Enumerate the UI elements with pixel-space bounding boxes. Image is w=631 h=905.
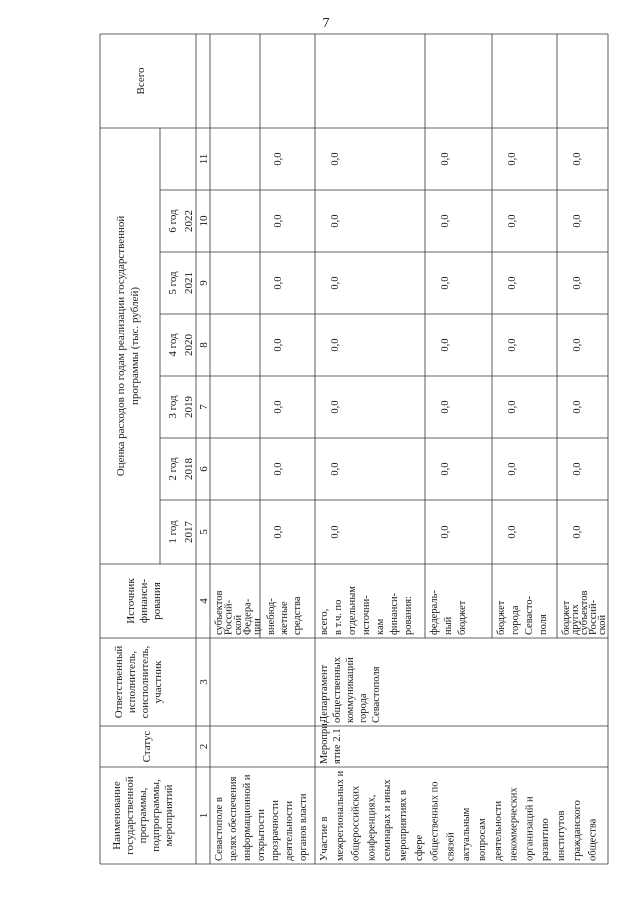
column-number: 2 xyxy=(198,743,210,750)
amount-value: 0,0 xyxy=(330,214,341,228)
program-name-text: Севастополе в xyxy=(214,797,225,861)
program-name-text: общества xyxy=(587,818,599,861)
amount-value: 0,0 xyxy=(440,214,451,228)
funding-source-text: всего, xyxy=(319,608,330,635)
funding-source-text: других xyxy=(570,604,581,635)
header-name: государственной xyxy=(124,776,136,855)
status-text: ятие 2.1 xyxy=(332,728,343,764)
header-executor: участник xyxy=(152,660,164,704)
funding-source-text: Россий- xyxy=(223,599,235,635)
executor-text: Севастополя xyxy=(371,666,382,723)
amount-value: 0,0 xyxy=(572,400,583,414)
funding-source-text: федераль- xyxy=(429,590,440,635)
column-number: 3 xyxy=(198,679,210,685)
program-name-text: открытости xyxy=(256,809,267,861)
year-label: 5 год xyxy=(167,271,179,295)
year-label: 6 год xyxy=(167,209,179,233)
year-value: 2020 xyxy=(183,334,195,356)
amount-value: 0,0 xyxy=(507,462,518,476)
amount-value: 0,0 xyxy=(507,338,518,352)
column-number: 6 xyxy=(198,466,210,472)
funding-source-text: субъектов xyxy=(214,590,225,635)
amount-value: 0,0 xyxy=(440,462,451,476)
program-name-text: деятельности xyxy=(284,800,295,861)
executor-text: коммуникаций xyxy=(345,657,356,723)
program-name-text: институтов xyxy=(556,810,567,861)
amount-value: 0,0 xyxy=(507,525,518,539)
program-name-text: семинарах и иных xyxy=(382,779,394,861)
program-name-text: конференциях, xyxy=(366,794,378,861)
header-estimate: Оценка расходов по годам реализации государственной xyxy=(115,215,127,477)
amount-value: 0,0 xyxy=(330,462,341,476)
year-label: 1 год xyxy=(167,520,179,544)
funding-source-text: Россий- xyxy=(588,599,599,635)
header-source: Источник xyxy=(125,578,137,624)
amount-value: 0,0 xyxy=(330,338,341,352)
header-status: Статус xyxy=(141,730,153,763)
program-name-text: общественных по xyxy=(429,781,441,861)
amount-value: 0,0 xyxy=(440,152,451,166)
amount-value: 0,0 xyxy=(273,152,284,166)
funding-source-text: города xyxy=(510,605,521,635)
column-number: 9 xyxy=(198,280,210,286)
header-executor: исполнитель, xyxy=(126,650,138,714)
header-source: финанси- xyxy=(138,578,150,624)
header-source: рования xyxy=(151,582,163,620)
program-name-text: общероссийских xyxy=(350,785,362,861)
program-name-text: развитию xyxy=(540,818,552,861)
amount-value: 0,0 xyxy=(572,152,583,166)
year-label: 2 год xyxy=(167,457,179,481)
program-name-text: целях обеспечения xyxy=(228,776,239,861)
amount-value: 0,0 xyxy=(330,276,341,290)
funding-source-text: бюджет xyxy=(457,600,468,635)
funding-source-text: Севасто- xyxy=(524,595,535,635)
funding-source-text: поля xyxy=(538,614,549,635)
header-name: Наименование xyxy=(111,781,123,850)
year-value: 2019 xyxy=(183,396,195,418)
column-number: 5 xyxy=(198,529,210,535)
header-name: программы, xyxy=(137,787,149,844)
program-name-text: связей xyxy=(445,832,457,861)
program-name-text: актуальным xyxy=(461,807,473,861)
amount-value: 0,0 xyxy=(440,338,451,352)
program-name-text: информационной и xyxy=(242,774,253,861)
program-name-text: организаций и xyxy=(524,796,536,861)
amount-value: 0,0 xyxy=(273,214,284,228)
funding-source-text: Федера- xyxy=(242,598,254,635)
header-executor: соисполнитель, xyxy=(139,645,151,719)
amount-value: 0,0 xyxy=(330,152,341,166)
program-name-text: мероприятиях в xyxy=(398,790,409,861)
budget-table xyxy=(100,34,608,864)
program-name-text: некоммерческих xyxy=(508,787,520,861)
funding-source-text: ской xyxy=(233,614,244,635)
amount-value: 0,0 xyxy=(440,276,451,290)
amount-value: 0,0 xyxy=(273,462,284,476)
funding-source-text: отдельным xyxy=(347,586,358,635)
program-name-text: деятельности xyxy=(492,800,504,861)
header-estimate: программы (тыс. рублей) xyxy=(129,286,141,406)
header-name: мероприятий xyxy=(163,784,175,847)
year-label: 3 год xyxy=(167,395,179,419)
amount-value: 0,0 xyxy=(507,214,518,228)
column-number: 4 xyxy=(198,598,210,604)
executor-text: Департамент xyxy=(319,664,330,723)
year-value: 2022 xyxy=(183,210,195,232)
amount-value: 0,0 xyxy=(572,276,583,290)
amount-value: 0,0 xyxy=(273,276,284,290)
header-executor: Ответственный xyxy=(113,645,125,719)
funding-source-text: ской xyxy=(597,614,608,635)
column-number: 1 xyxy=(198,812,210,819)
program-name-text: вопросам xyxy=(477,818,488,861)
amount-value: 0,0 xyxy=(330,400,341,414)
funding-source-text: ный xyxy=(443,616,454,635)
program-name-text: гражданского xyxy=(571,800,583,861)
executor-text: общественных xyxy=(332,657,343,723)
year-value: 2017 xyxy=(183,521,195,543)
funding-source-text: источни- xyxy=(361,595,372,635)
column-number: 11 xyxy=(198,153,210,165)
amount-value: 0,0 xyxy=(273,338,284,352)
funding-source-text: финанси- xyxy=(389,592,400,635)
amount-value: 0,0 xyxy=(273,525,284,539)
year-label: 4 год xyxy=(167,333,179,357)
program-name-text: органов власти xyxy=(298,793,309,861)
column-number: 7 xyxy=(198,404,210,410)
executor-text: города xyxy=(358,693,369,723)
program-name-text: сфере xyxy=(413,834,425,861)
funding-source-text: в т.ч. по xyxy=(333,599,344,635)
funding-source-text: субъектов xyxy=(579,590,590,635)
amount-value: 0,0 xyxy=(273,400,284,414)
amount-value: 0,0 xyxy=(330,525,341,539)
column-number: 8 xyxy=(198,342,210,348)
program-name-text: Участие в xyxy=(319,816,330,861)
funding-source-text: рования: xyxy=(403,596,414,635)
header-name: подпрограммы, xyxy=(150,779,162,852)
amount-value: 0,0 xyxy=(507,276,518,290)
amount-value: 0,0 xyxy=(572,214,583,228)
amount-value: 0,0 xyxy=(572,462,583,476)
amount-value: 0,0 xyxy=(507,400,518,414)
funding-source-text: кам xyxy=(375,618,386,635)
funding-source-text: внебюд- xyxy=(266,598,277,635)
program-name-text: межрегиональных и xyxy=(334,770,346,861)
funding-source-text: бюджет xyxy=(496,600,507,635)
header-total: Всего xyxy=(135,67,147,95)
program-name-text: прозрачности xyxy=(270,799,281,861)
page-number: 7 xyxy=(322,16,330,31)
amount-value: 0,0 xyxy=(507,152,518,166)
year-value: 2021 xyxy=(183,272,195,294)
funding-source-text: жетные xyxy=(279,601,290,635)
amount-value: 0,0 xyxy=(440,400,451,414)
amount-value: 0,0 xyxy=(572,525,583,539)
funding-source-text: средства xyxy=(292,596,303,635)
column-number: 10 xyxy=(198,215,210,227)
funding-source-text: ции xyxy=(252,618,263,635)
amount-value: 0,0 xyxy=(572,338,583,352)
amount-value: 0,0 xyxy=(440,525,451,539)
status-text: Меропри- xyxy=(319,719,330,764)
year-value: 2018 xyxy=(183,458,195,480)
funding-source-text: бюджет xyxy=(561,600,572,635)
